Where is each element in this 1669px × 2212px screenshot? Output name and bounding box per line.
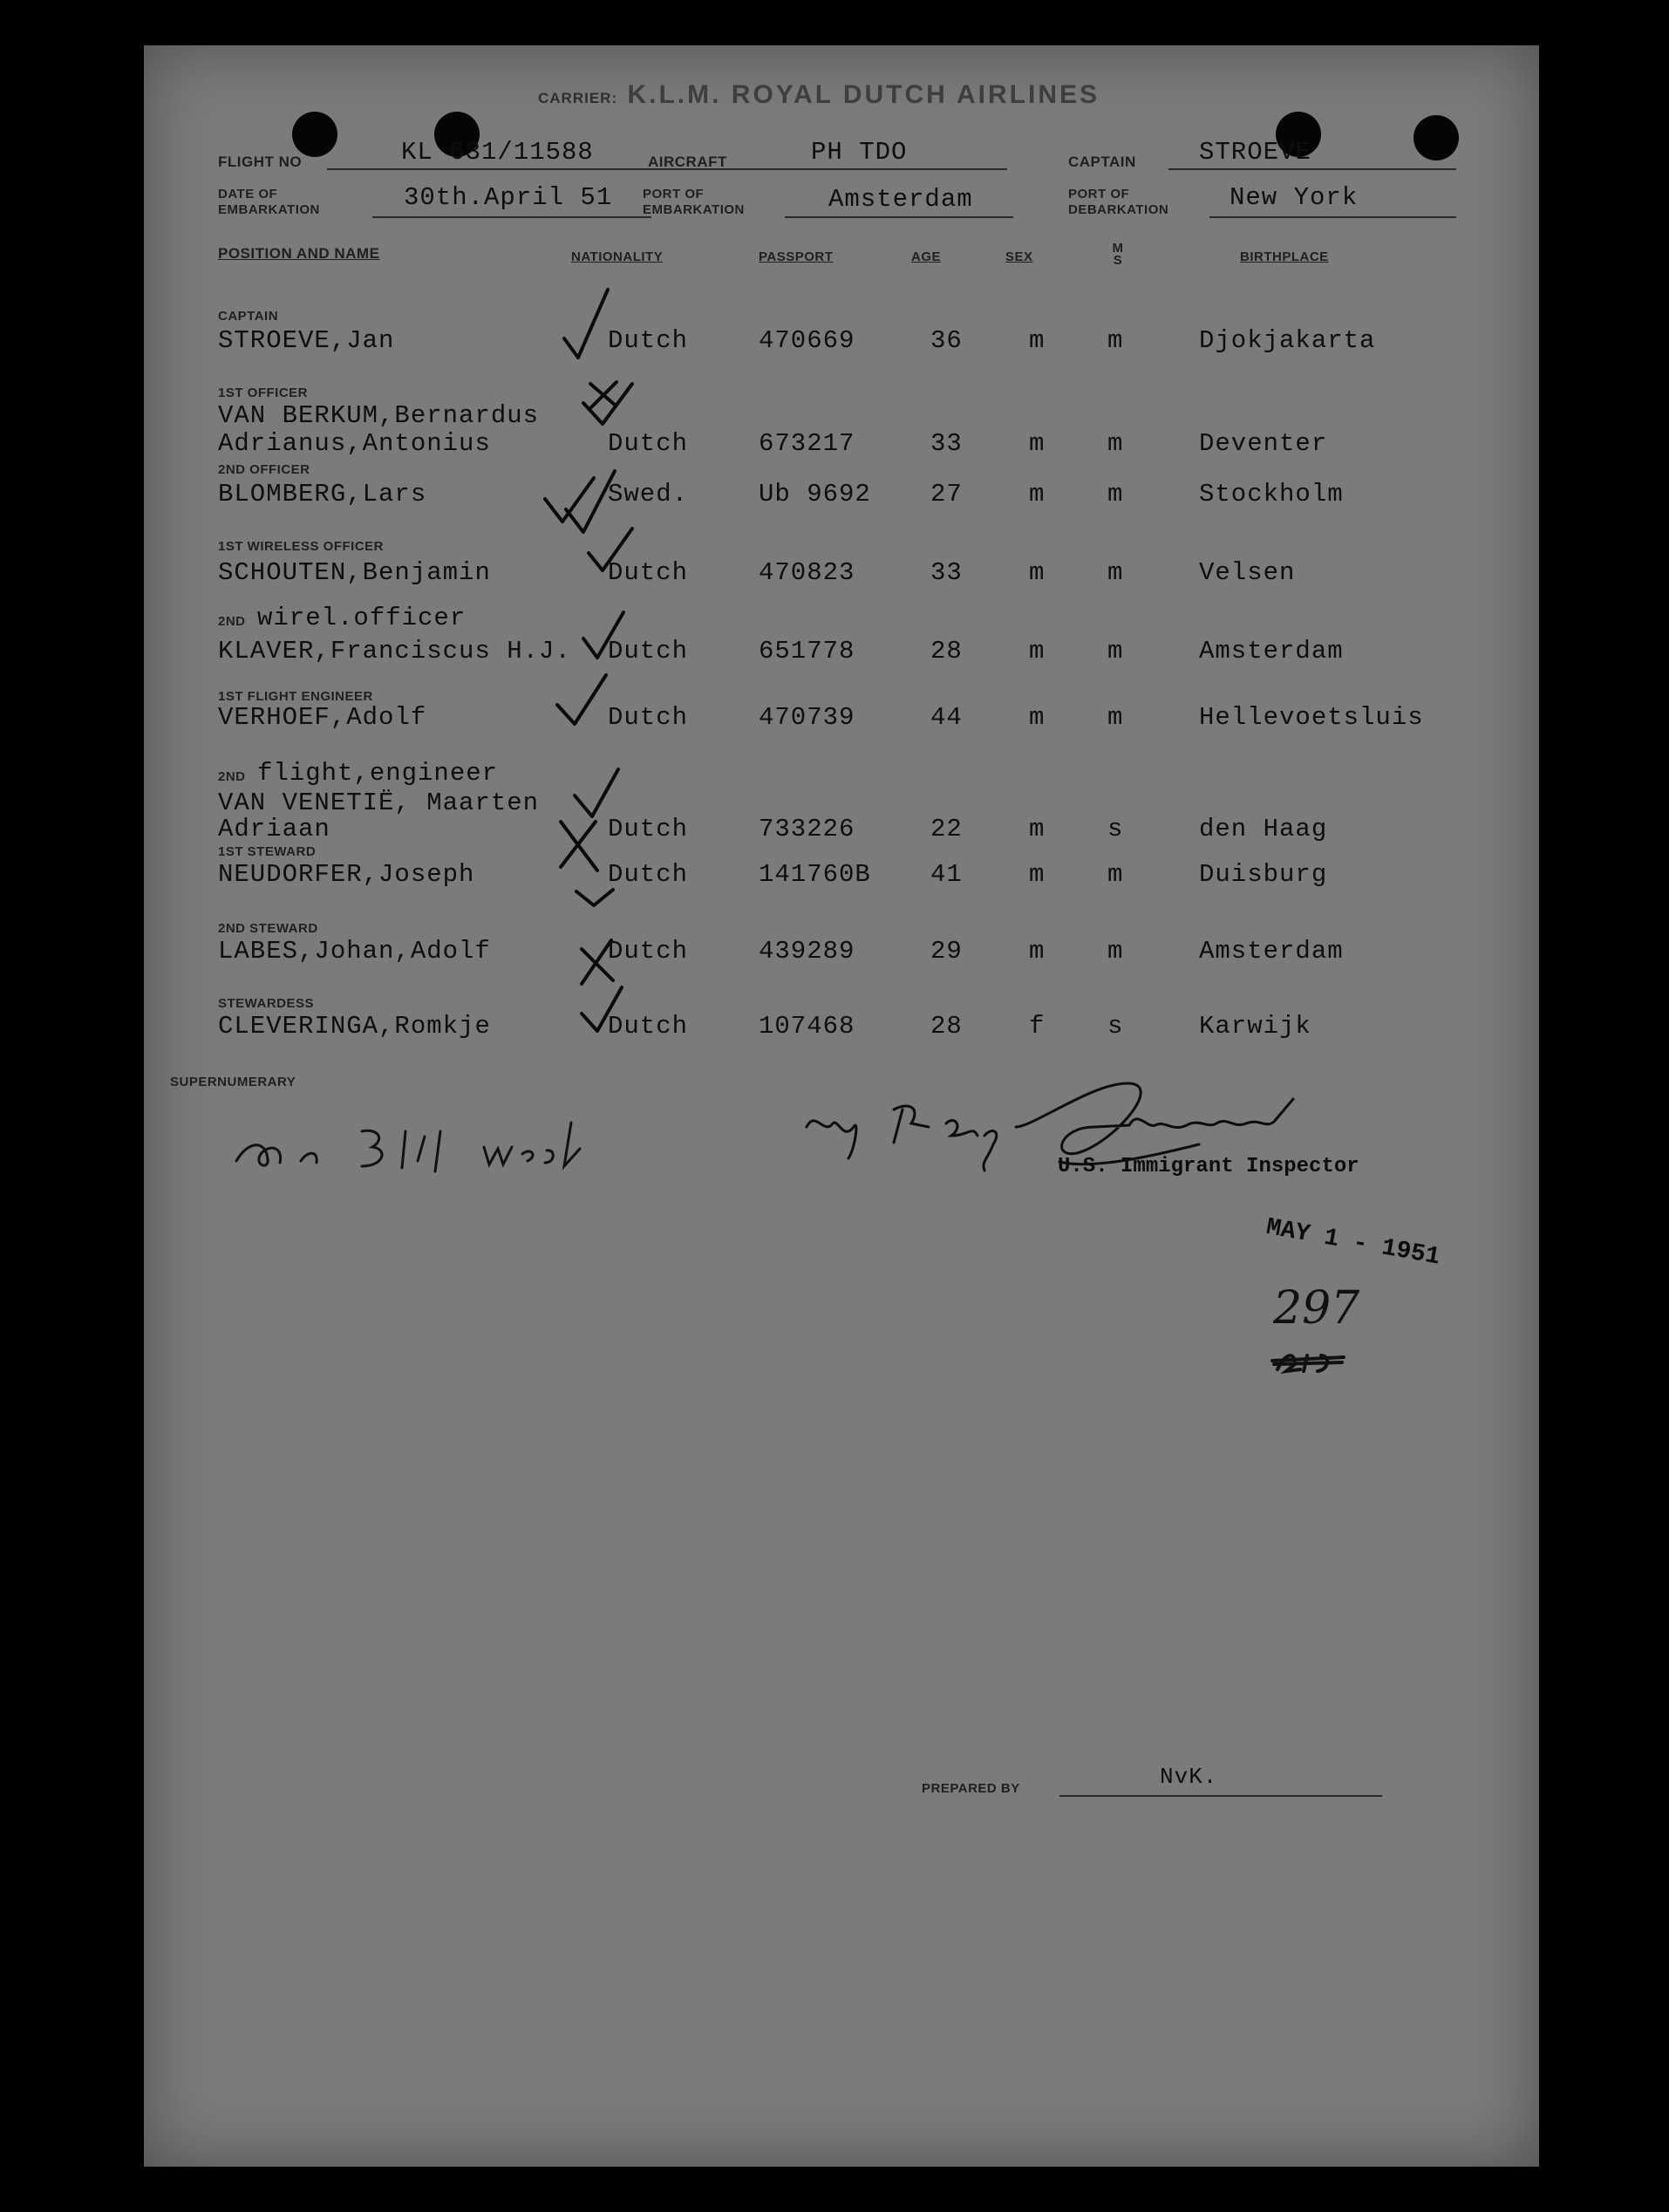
row-sex: m — [1029, 558, 1046, 587]
port-debarkation-value: New York — [1230, 183, 1359, 212]
row-name: CLEVERINGA,Romkje — [218, 1012, 491, 1041]
row-ms: m — [1107, 860, 1124, 889]
row-nationality: Swed. — [608, 480, 689, 509]
captain-label: CAPTAIN — [1068, 154, 1136, 170]
row-ms: m — [1107, 429, 1124, 458]
row-ms: m — [1107, 480, 1124, 509]
row-sex: m — [1029, 480, 1046, 509]
row-birthplace: Velsen — [1199, 558, 1296, 587]
row-name: LABES,Johan,Adolf — [218, 937, 491, 966]
handwritten-note — [240, 1179, 247, 1180]
row-birthplace: Amsterdam — [1199, 637, 1344, 666]
aircraft-label: AIRCRAFT — [648, 154, 727, 170]
column-sex: SEX — [1005, 249, 1033, 264]
row-nationality: Dutch — [608, 1012, 689, 1041]
row-sex: m — [1029, 326, 1046, 355]
row-position: 2ND — [218, 769, 246, 784]
row-passport: 470823 — [759, 558, 855, 587]
row-position: 2ND OFFICER — [218, 462, 310, 477]
row-birthplace: Hellevoetsluis — [1199, 703, 1424, 732]
row-age: 22 — [930, 815, 963, 843]
row-passport: Ub 9692 — [759, 480, 871, 509]
row-sex: m — [1029, 860, 1046, 889]
row-sex: m — [1029, 429, 1046, 458]
date-label-line2: EMBARKATION — [218, 202, 320, 217]
page-number: 297 — [1273, 1282, 1360, 1335]
row-ms: m — [1107, 703, 1124, 732]
row-name: VERHOEF,Adolf — [218, 703, 427, 732]
row-passport: 470669 — [759, 326, 855, 355]
check-mark — [576, 890, 613, 905]
captain-rule — [1168, 168, 1456, 170]
check-mark — [589, 529, 632, 570]
port-embarkation-value: Amsterdam — [828, 185, 973, 214]
check-mark — [582, 987, 622, 1031]
row-name-continued: Adrianus,Antonius — [218, 429, 491, 458]
carrier-value: K.L.M. ROYAL DUTCH AIRLINES — [627, 80, 1100, 109]
check-mark — [575, 769, 618, 816]
row-position: 1ST STEWARD — [218, 844, 317, 859]
row-ms: m — [1107, 937, 1124, 966]
check-mark — [564, 290, 608, 358]
row-passport: 651778 — [759, 637, 855, 666]
aircraft-value: PH TDO — [811, 138, 908, 167]
handwritten-note-drawing — [231, 1105, 597, 1184]
row-position: STEWARDESS — [218, 996, 315, 1011]
row-birthplace: Karwijk — [1199, 1012, 1311, 1041]
row-sex: m — [1029, 937, 1046, 966]
row-position-typed: flight,engineer — [257, 759, 499, 788]
row-birthplace: Duisburg — [1199, 860, 1328, 889]
row-ms: m — [1107, 558, 1124, 587]
row-position: 2ND — [218, 614, 246, 629]
port-deb-label-line1: PORT OF — [1068, 187, 1130, 201]
punch-hole — [1414, 115, 1459, 160]
column-ms-m: M — [1112, 241, 1124, 256]
row-nationality: Dutch — [608, 815, 689, 843]
row-age: 28 — [930, 1012, 963, 1041]
row-name: STROEVE,Jan — [218, 326, 395, 355]
check-mark — [583, 612, 623, 658]
column-ms-s: S — [1113, 253, 1123, 268]
row-birthplace: Stockholm — [1199, 480, 1344, 509]
row-age: 33 — [930, 558, 963, 587]
cross-mark — [590, 382, 617, 408]
date-value: 30th.April 51 — [404, 183, 613, 212]
row-sex: m — [1029, 703, 1046, 732]
date-rule — [372, 216, 651, 218]
row-passport: 141760B — [759, 860, 871, 889]
row-passport: 107468 — [759, 1012, 855, 1041]
row-nationality: Dutch — [608, 637, 689, 666]
row-sex: m — [1029, 815, 1046, 843]
row-birthplace: den Haag — [1199, 815, 1328, 843]
punch-hole — [292, 112, 337, 157]
row-passport: 470739 — [759, 703, 855, 732]
row-age: 29 — [930, 937, 963, 966]
port-embarkation-label — [643, 187, 745, 218]
flight-label: FLIGHT NO — [218, 154, 303, 170]
row-birthplace: Deventer — [1199, 429, 1328, 458]
carrier-line — [538, 80, 1100, 110]
row-passport: 439289 — [759, 937, 855, 966]
column-passport: PASSPORT — [759, 249, 834, 264]
row-passport: 733226 — [759, 815, 855, 843]
row-name: KLAVER,Franciscus H.J. — [218, 637, 571, 666]
row-name: VAN VENETIË, Maarten — [218, 789, 540, 817]
carrier-label: CARRIER: — [538, 90, 618, 106]
row-nationality: Dutch — [608, 326, 689, 355]
row-position: 1ST WIRELESS OFFICER — [218, 539, 385, 554]
row-age: 41 — [930, 860, 963, 889]
inspector-stamp: U.S. Immigrant Inspector — [1058, 1155, 1359, 1178]
check-mark — [557, 675, 606, 724]
row-name: NEUDORFER,Joseph — [218, 860, 475, 889]
row-nationality: Dutch — [608, 558, 689, 587]
row-birthplace: Amsterdam — [1199, 937, 1344, 966]
cross-mark — [582, 940, 613, 984]
prepared-by-rule — [1059, 1795, 1382, 1797]
cross-mark — [561, 822, 597, 870]
row-ms: s — [1107, 815, 1124, 843]
row-position: CAPTAIN — [218, 309, 279, 324]
port-deb-rule — [1209, 216, 1456, 218]
port-emb-rule — [785, 216, 1013, 218]
row-ms: s — [1107, 1012, 1124, 1041]
row-birthplace: Djokjakarta — [1199, 326, 1376, 355]
row-ms: m — [1107, 637, 1124, 666]
column-nationality: NATIONALITY — [571, 249, 664, 264]
prepared-by-label: PREPARED BY — [922, 1781, 1020, 1796]
row-position: 1ST OFFICER — [218, 386, 309, 400]
captain-value: STROEVE — [1199, 138, 1311, 167]
row-sex: f — [1029, 1012, 1046, 1041]
port-debarkation-label — [1068, 187, 1168, 218]
date-stamp: MAY 1 - 1951 — [1264, 1214, 1442, 1272]
row-name: SCHOUTEN,Benjamin — [218, 558, 491, 587]
date-label — [218, 187, 320, 218]
row-name-continued: Adriaan — [218, 815, 330, 843]
row-age: 33 — [930, 429, 963, 458]
row-ms: m — [1107, 326, 1124, 355]
row-age: 36 — [930, 326, 963, 355]
port-deb-label-line2: DEBARKATION — [1068, 202, 1169, 217]
row-sex: m — [1029, 637, 1046, 666]
row-age: 44 — [930, 703, 963, 732]
row-name: VAN BERKUM,Bernardus — [218, 401, 540, 430]
row-nationality: Dutch — [608, 860, 689, 889]
aircraft-rule — [754, 168, 1007, 170]
row-position-typed: wirel.officer — [257, 604, 467, 632]
date-label-line1: DATE OF — [218, 187, 278, 201]
column-position: POSITION AND NAME — [218, 245, 380, 262]
column-marital-status — [1108, 242, 1127, 267]
struck-out-number — [1269, 1343, 1347, 1378]
manifest-sheet — [144, 45, 1539, 2167]
row-nationality: Dutch — [608, 703, 689, 732]
port-emb-label-line1: PORT OF — [643, 187, 705, 201]
port-emb-label-line2: EMBARKATION — [643, 202, 745, 217]
row-position: 1ST FLIGHT ENGINEER — [218, 689, 373, 704]
prepared-by-value: NvK. — [1160, 1764, 1218, 1790]
row-nationality: Dutch — [608, 937, 689, 966]
row-position: 2ND STEWARD — [218, 921, 318, 936]
row-passport: 673217 — [759, 429, 855, 458]
flight-value: KL 631/11588 — [401, 138, 594, 167]
row-age: 27 — [930, 480, 963, 509]
column-age: AGE — [911, 249, 942, 264]
supernumerary-label: SUPERNUMERARY — [170, 1075, 296, 1089]
check-marks — [510, 281, 702, 1048]
row-name: BLOMBERG,Lars — [218, 480, 427, 509]
row-age: 28 — [930, 637, 963, 666]
column-birthplace: BIRTHPLACE — [1240, 249, 1329, 264]
row-nationality: Dutch — [608, 429, 689, 458]
